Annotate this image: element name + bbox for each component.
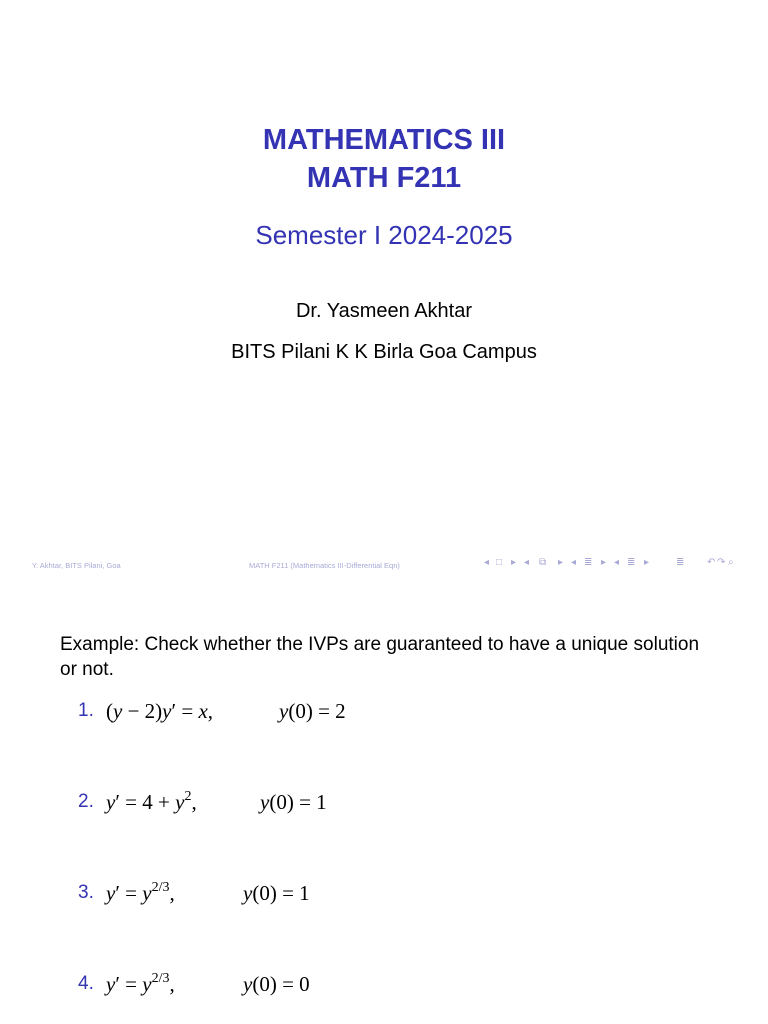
next-section-icon[interactable]: ▸ (601, 557, 607, 568)
next-subsection-icon[interactable]: ▸ (558, 557, 564, 568)
subsection-icon[interactable]: ⧉ (539, 557, 547, 568)
section-icon[interactable]: ≣ (584, 557, 593, 568)
frame-icon[interactable]: □ (496, 557, 503, 568)
prev-frame-icon[interactable]: ◂ (484, 557, 490, 568)
example-intro: Example: Check whether the IVPs are guaranteed to have a unique solution or not. (60, 634, 700, 680)
ivp-item-3 (78, 879, 398, 907)
item-condition: y(0) = 0 (243, 972, 310, 996)
subtitle: Semester I 2024-2025 (255, 220, 513, 250)
institute-name: BITS Pilani K K Birla Goa Campus (231, 341, 537, 363)
item-equation: $y' = 4 + y^2$, (106, 789, 197, 814)
search-icon[interactable]: ⌕ (728, 557, 734, 568)
slide-footer (0, 553, 768, 579)
align-icon[interactable]: ≣ (676, 557, 685, 568)
item-condition: y(0) = 1 (260, 790, 327, 814)
item-equation: (y − 2)y′ = x, (106, 699, 214, 723)
item-condition: y(0) = 2 (279, 699, 346, 723)
author-name: Dr. Yasmeen Akhtar (295, 300, 472, 322)
slide-icon[interactable]: ≣ (627, 557, 636, 568)
prev-section-icon[interactable]: ◂ (571, 557, 577, 568)
footer-author: Y. Akhtar, BITS Pilani, Goa (32, 561, 121, 570)
ivp-item-2 (78, 788, 398, 816)
item-number: 4. (78, 973, 94, 994)
slide-divider (0, 596, 768, 597)
item-equation: $y' = y^{2/3}$, (106, 971, 175, 996)
prev-subsection-icon[interactable]: ◂ (524, 557, 530, 568)
ivp-item-1 (78, 697, 398, 725)
example-slide (0, 600, 768, 1024)
next-frame-icon[interactable]: ▸ (511, 557, 517, 568)
title-line-2: MATH F211 (306, 162, 462, 194)
prev-slide-icon[interactable]: ◂ (614, 557, 620, 568)
item-number: 1. (78, 700, 94, 721)
back-icon[interactable]: ↶ (707, 557, 716, 568)
ivp-item-4 (78, 970, 398, 998)
item-equation: $y' = y^{2/3}$, (106, 880, 175, 905)
item-number: 3. (78, 882, 94, 903)
forward-icon[interactable]: ↷ (717, 557, 726, 568)
item-number: 2. (78, 791, 94, 812)
next-slide-icon[interactable]: ▸ (644, 557, 650, 568)
title-line-1: MATHEMATICS III (262, 124, 506, 156)
item-condition: y(0) = 1 (243, 881, 310, 905)
footer-course: MATH F211 (Mathematics III-Differential Eqn) (249, 561, 400, 570)
